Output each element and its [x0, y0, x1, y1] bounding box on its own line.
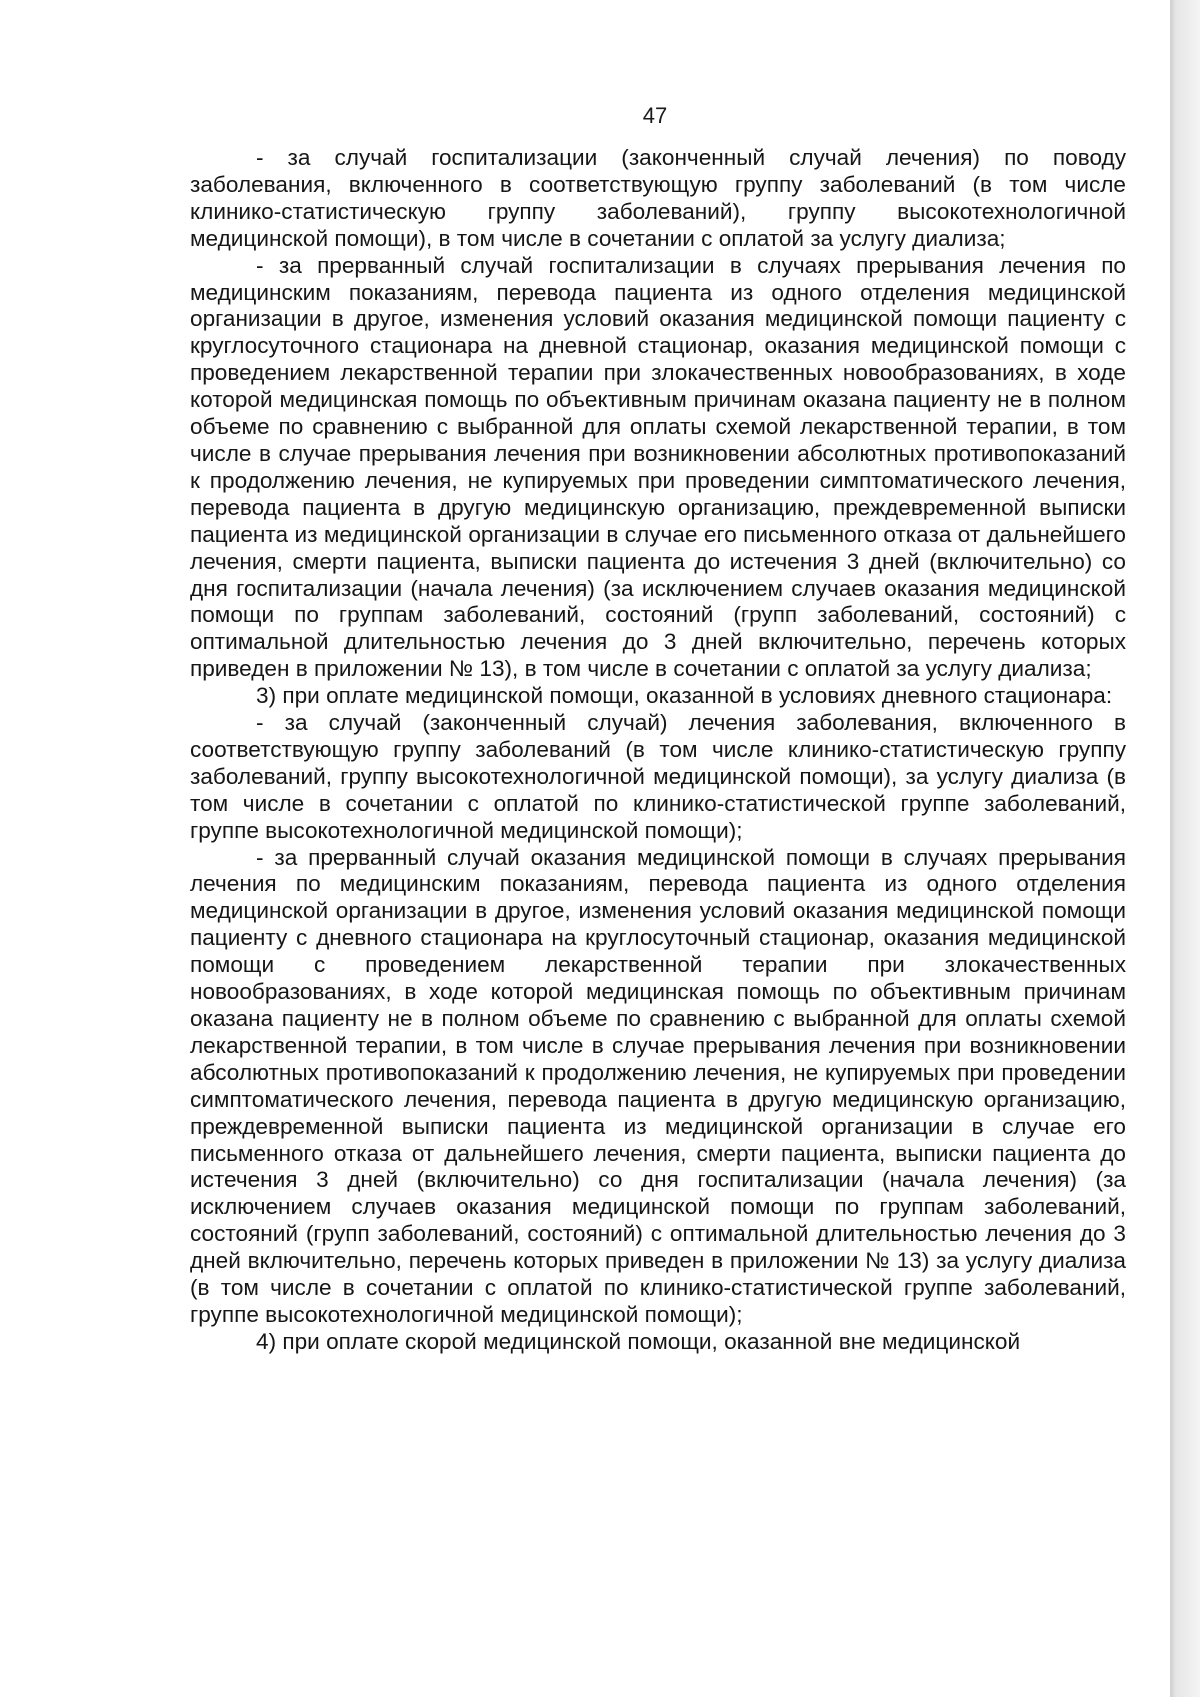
paragraph-hospitalization-completed-case: - за случай госпитализации (законченный случай лечения) по поводу заболевания, включенного в соответствующую группу заболеваний (в том числе клинико-статистическую группу заболеваний), группу высокотехнологичной медицинской помощи), в том числе в сочетании с оплатой за услугу диализа; [190, 145, 1126, 251]
paragraph-day-hospital-interrupted-case: - за прерванный случай оказания медицинской помощи в случаях прерывания лечения по медицинским показаниям, перевода пациента из одного отделения медицинской организации в другое, изменения условий оказания медицинской помощи пациенту с дневного стационара на круглосуточный стационар, оказания медицинской помощи с проведением лекарственной терапии при злокачественных новообразованиях, в ходе которой медицинская помощь по объективным причинам оказана пациенту не в полном объеме по сравнению с выбранной для оплаты схемой лекарственной терапии, в том числе в случае прерывания лечения при возникновении абсолютных противопоказаний к продолжению лечения, не купируемых при проведении симптоматического лечения, перевода пациента в другую медицинскую организацию, преждевременной выписки пациента из медицинской организации в случае его письменного отказа от дальнейшего лечения, смерти пациента, выписки пациента до истечения 3 дней (включительно) со дня госпитализации (начала лечения) (за исключением случаев оказания медицинской помощи по группам заболеваний, состояний (групп заболеваний, состояний) с оптимальной длительностью лечения до 3 дней включительно, перечень которых приведен в приложении № 13) за услугу диализа (в том числе в сочетании с оплатой по клинико-статистической группе заболеваний, группе высокотехнологичной медицинской помощи); [190, 844, 1126, 1327]
paragraph-day-hospital-heading: 3) при оплате медицинской помощи, оказанной в условиях дневного стационара: [256, 683, 1113, 709]
paragraph-emergency-care: 4) при оплате скорой медицинской помощи, оказанной вне медицинской [256, 1328, 1021, 1354]
document-body [190, 145, 1126, 1356]
page-edge-shadow [1170, 0, 1200, 1697]
paragraph-hospitalization-interrupted-case: - за прерванный случай госпитализации в случаях прерывания лечения по медицинским показаниям, перевода пациента из одного отделения медицинской организации в другое, изменения условий оказания медицинской помощи пациенту с круглосуточного стационара на дневной стационар, оказания медицинской помощи с проведением лекарственной терапии при злокачественных новообразованиях, в ходе которой медицинская помощь по объективным причинам оказана пациенту не в полном объеме по сравнению с выбранной для оплаты схемой лекарственной терапии, в том числе в случае прерывания лечения при возникновении абсолютных противопоказаний к продолжению лечения, не купируемых при проведении симптоматического лечения, перевода пациента в другую медицинскую организацию, преждевременной выписки пациента из медицинской организации в случае его письменного отказа от дальнейшего лечения, смерти пациента, выписки пациента до истечения 3 дней (включительно) со дня госпитализации (начала лечения) (за исключением случаев оказания медицинской помощи по группам заболеваний, состояний (групп заболеваний, состояний) с оптимальной длительностью лечения до 3 дней включительно, перечень которых приведен в приложении № 13), в том числе в сочетании с оплатой за услугу диализа; [190, 252, 1126, 682]
paragraph-day-hospital-completed-case: - за случай (законченный случай) лечения заболевания, включенного в соответствующую группу заболеваний (в том числе клинико-статистическую группу заболеваний, группу высокотехнологичной медицинской помощи), за услугу диализа (в том числе в сочетании с оплатой по клинико-статистической группе заболеваний, группе высокотехнологичной медицинской помощи); [190, 710, 1126, 843]
page-number: 47 [642, 103, 668, 128]
